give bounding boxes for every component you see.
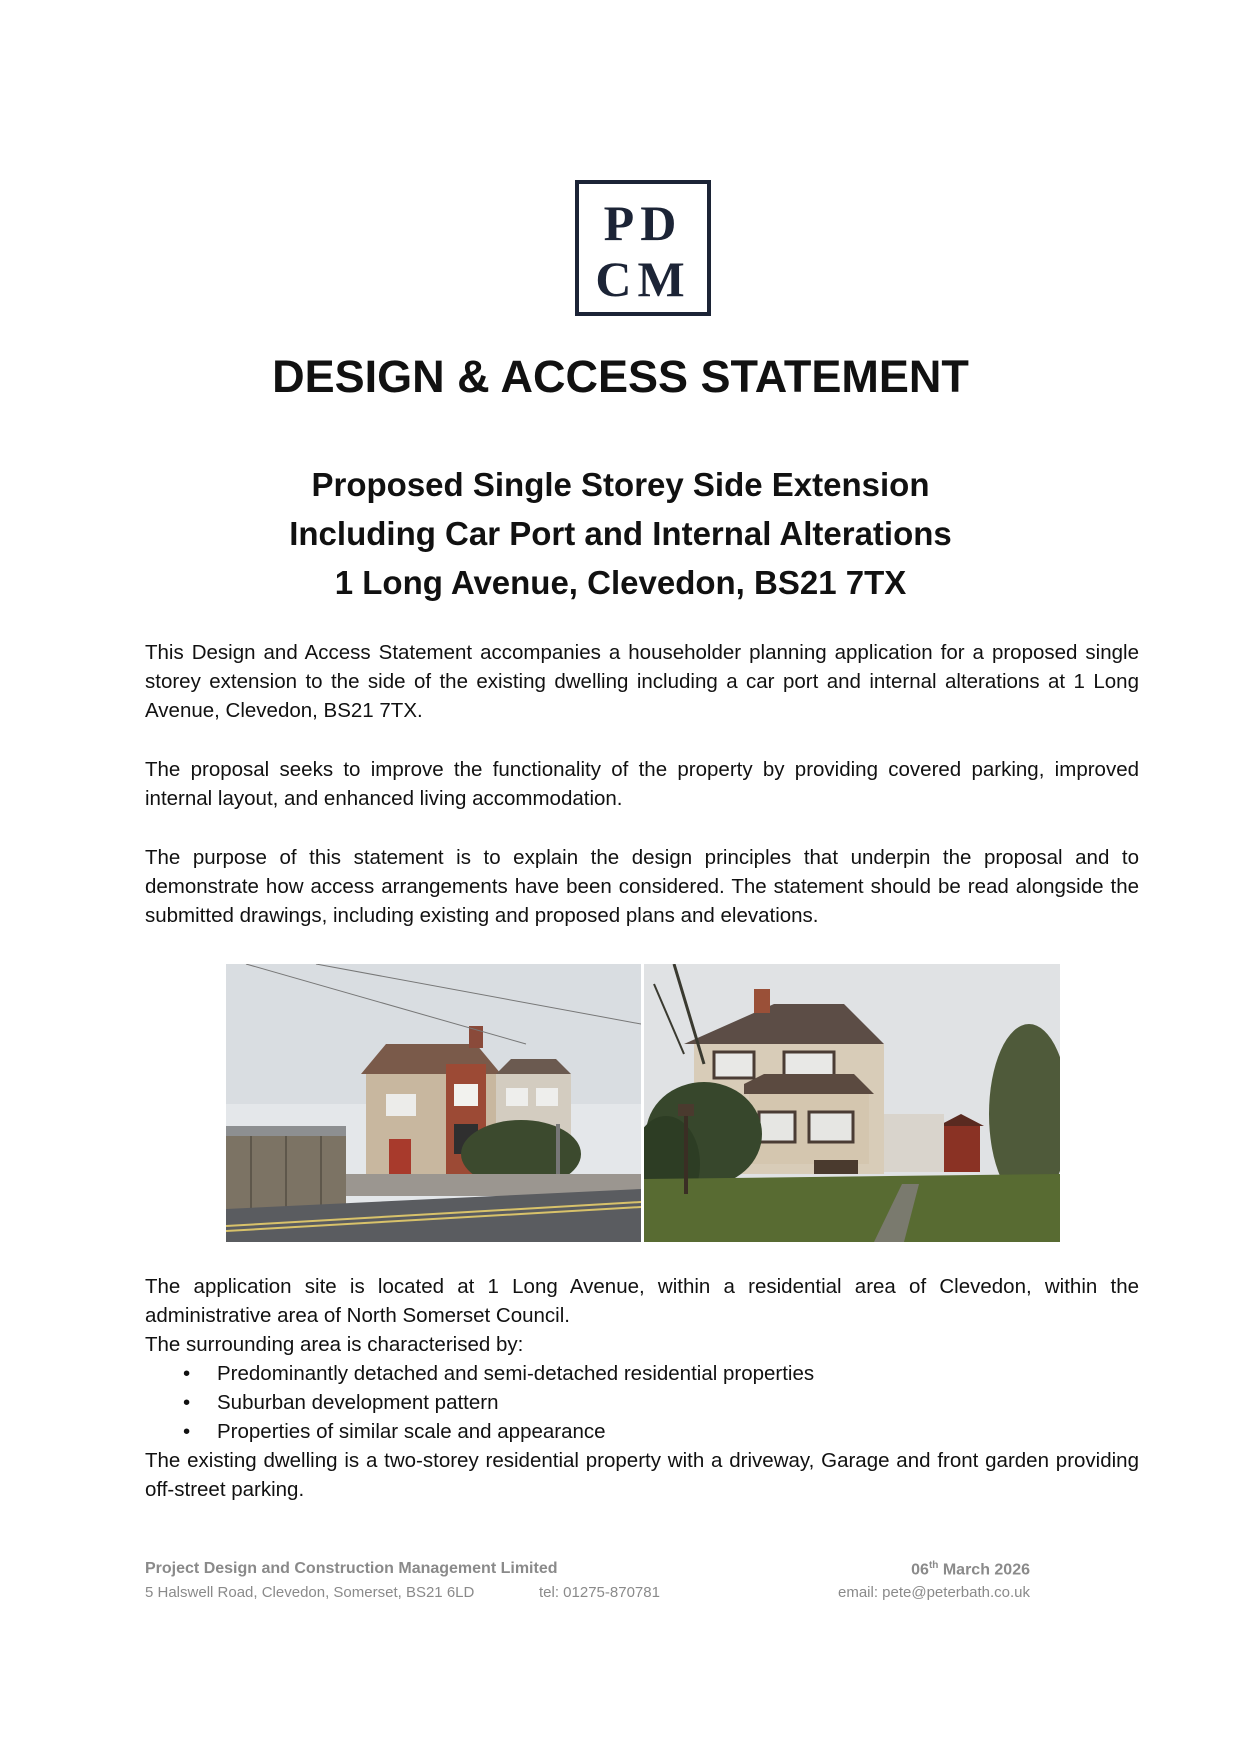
list-item: • Properties of similar scale and appearance (145, 1417, 1139, 1446)
site-paragraph: The application site is located at 1 Long Avenue, within a residential area of Clevedon, within the administrative area of North Somerset Council. (145, 1275, 1139, 1327)
list-item: • Predominantly detached and semi-detached residential properties (145, 1359, 1139, 1388)
purpose-paragraph: The purpose of this statement is to explain the design principles that underpin the proposal and to demonstrate how access arrangements have been considered. The statement should be read alongside the submitted drawings, including existing and proposed plans and elevations. (145, 846, 1139, 927)
street-view-photo (226, 964, 641, 1242)
existing-dwelling-paragraph: The existing dwelling is a two-storey residential property with a driveway, Garage and front garden providing off-street parking. (145, 1449, 1139, 1501)
logo-line-1: PD (603, 195, 683, 251)
proposal-paragraph: The proposal seeks to improve the functionality of the property by providing covered parking, improved internal layout, and enhanced living accommodation. (145, 758, 1139, 810)
bullet-icon: • (183, 1420, 191, 1443)
document-subtitle (0, 460, 1241, 607)
company-telephone: tel: 01275-870781 (539, 1584, 660, 1601)
company-address: 5 Halswell Road, Clevedon, Somerset, BS21 6LD (145, 1584, 475, 1601)
subtitle-line-2: Including Car Port and Internal Alterations (289, 515, 952, 552)
intro-paragraph: This Design and Access Statement accompanies a householder planning application for a proposed single storey extension to the side of the existing dwelling including a car port and internal alterations at 1 Long Avenue, Clevedon, BS21 7TX. (145, 641, 1139, 722)
logo-line-2: CM (595, 251, 691, 307)
company-email: email: pete@peterbath.co.uk (837, 1584, 1030, 1601)
bullet-icon: • (183, 1362, 191, 1385)
subtitle-line-1: Proposed Single Storey Side Extension (311, 466, 930, 503)
rear-garden-photo (644, 964, 1060, 1242)
list-item: • Suburban development pattern (145, 1388, 1139, 1417)
characteristics-list (145, 1359, 1139, 1446)
document-title: DESIGN & ACCESS STATEMENT (272, 351, 969, 402)
site-photographs (226, 964, 1060, 1242)
company-logo (575, 180, 711, 316)
company-name: Project Design and Construction Management Limited (145, 1560, 558, 1577)
subtitle-line-3: 1 Long Avenue, Clevedon, BS21 7TX (334, 564, 907, 601)
surrounding-intro: The surrounding area is characterised by: (145, 1333, 524, 1356)
bullet-icon: • (183, 1391, 191, 1414)
document-date: 06th March 2026 (911, 1560, 1030, 1579)
